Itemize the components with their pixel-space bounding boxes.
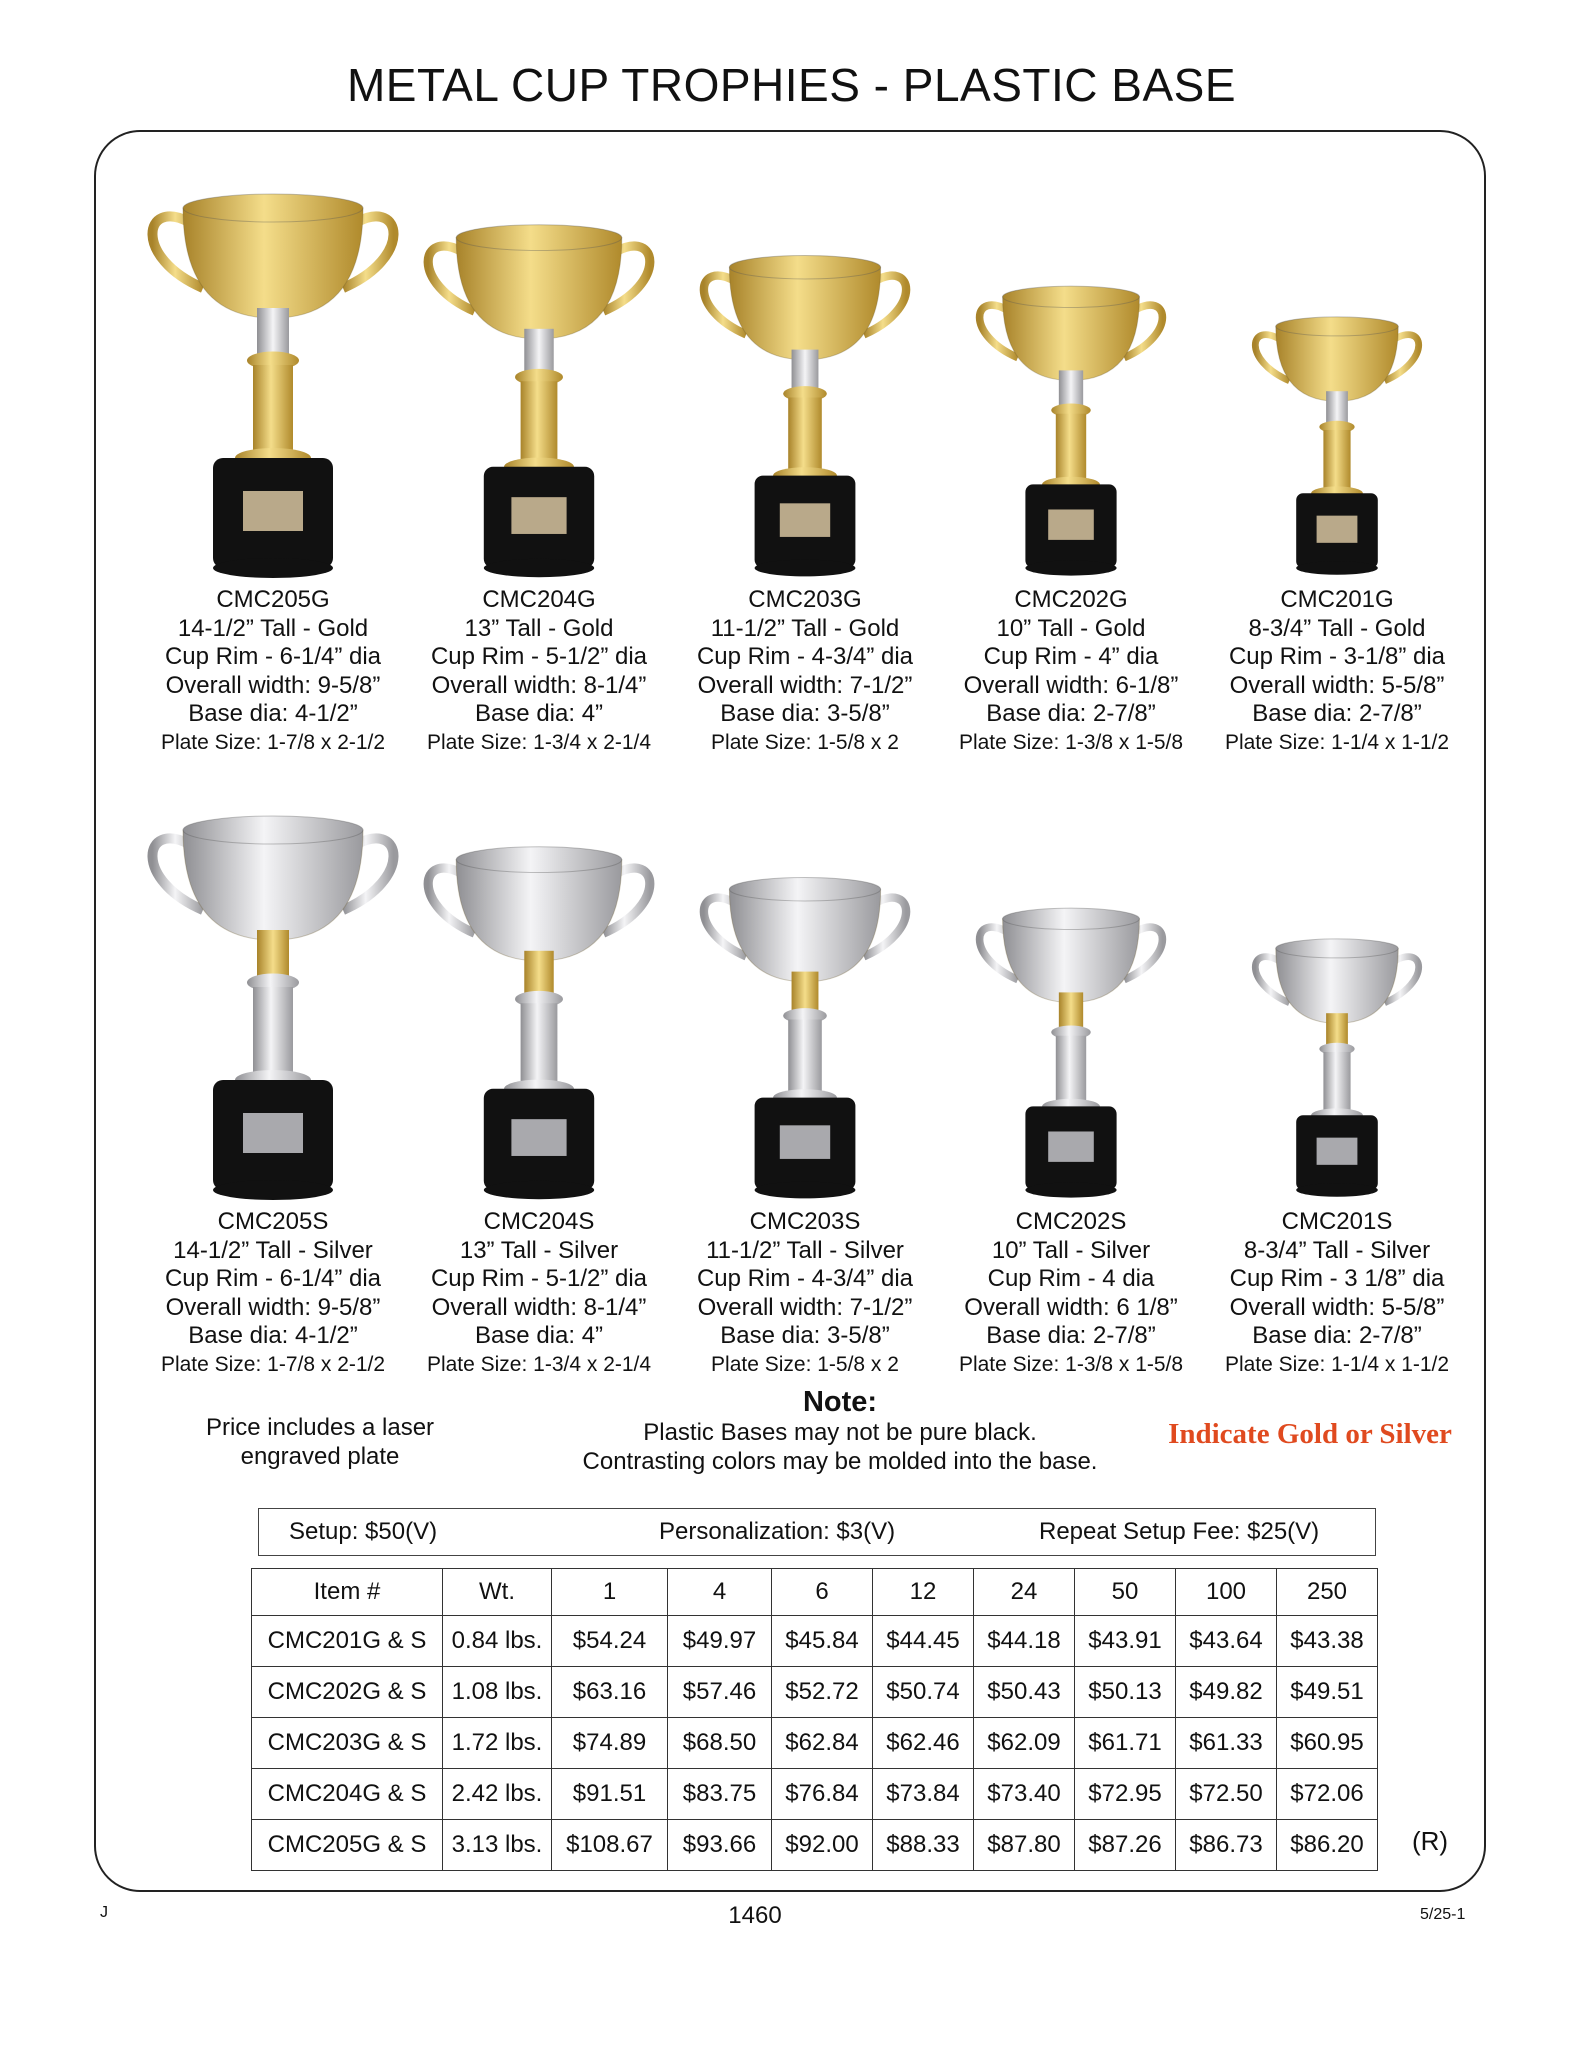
setup-fee: Setup: $50(V) [289,1518,438,1545]
price-note-line: engraved plate [240,1443,400,1470]
trophy-height: 13” Tall - Silver [459,1236,619,1264]
price-table-cell: $43.64 [1176,1616,1277,1667]
trophy-specs [697,1208,913,1379]
indicate-color-notice: Indicate Gold or Silver [1168,1418,1452,1450]
trophy-item [406,780,672,1379]
trophy-sku: CMC201G [1280,586,1394,613]
trophy-item [672,158,938,757]
trophy-specs [1225,1208,1449,1379]
price-table-cell: CMC202G & S [252,1667,443,1718]
trophy-overall-width: Overall width: 5-5/8” [1229,671,1445,699]
price-table-cell: $87.80 [974,1820,1075,1871]
price-table-cell: $49.82 [1176,1667,1277,1718]
price-table-cell: $49.51 [1277,1667,1378,1718]
setup-fees-box [258,1508,1376,1556]
price-table-cell: $60.95 [1277,1718,1378,1769]
trophy-height: 8-3/4” Tall - Silver [1243,1236,1431,1264]
trophy-item [1204,780,1470,1379]
price-table-cell: 1.72 lbs. [443,1718,552,1769]
trophy-base-dia: Base dia: 4-1/2” [188,1322,358,1349]
trophy-cup-rim: Cup Rim - 3-1/8” dia [1228,643,1446,670]
price-table-cell: CMC203G & S [252,1718,443,1769]
trophy-overall-width: Overall width: 6 1/8” [964,1293,1178,1321]
price-table-header: 6 [772,1569,873,1616]
table-row [252,1667,1378,1718]
trophy-specs [959,586,1183,757]
table-row [252,1820,1378,1871]
table-row [252,1769,1378,1820]
price-table-cell: $86.20 [1277,1820,1378,1871]
price-table-cell: $45.84 [772,1616,873,1667]
table-row [252,1616,1378,1667]
price-table-header: Item # [252,1569,443,1616]
trophy-cup-rim: Cup Rim - 6-1/4” dia [164,643,382,670]
trophy-height: 14-1/2” Tall - Silver [173,1236,373,1264]
price-table-header: 50 [1075,1569,1176,1616]
trophy-plate-size: Plate Size: 1-5/8 x 2 [711,1352,899,1376]
trophy-item [140,158,406,757]
trophy-overall-width: Overall width: 9-5/8” [165,1293,381,1321]
trophy-specs [161,586,385,757]
trophy-overall-width: Overall width: 6-1/8” [963,671,1179,699]
price-table-cell: $93.66 [668,1820,772,1871]
trophy-image [409,158,669,578]
trophy-cup-rim: Cup Rim - 4 dia [987,1265,1155,1292]
trophy-base-dia: Base dia: 2-7/8” [986,700,1156,727]
trophy-overall-width: Overall width: 8-1/4” [431,671,647,699]
trophy-height: 14-1/2” Tall - Gold [177,614,369,642]
trophy-plate-size: Plate Size: 1-7/8 x 2-1/2 [160,1352,386,1376]
trophy-item [406,158,672,757]
price-table-cell: $43.91 [1075,1616,1176,1667]
trophy-sku: CMC203S [749,1208,861,1235]
trophy-plate-size: Plate Size: 1-3/8 x 1-5/8 [958,730,1184,754]
silver-trophy-row [140,780,1470,1379]
price-table-cell: $73.40 [974,1769,1075,1820]
trophy-sku: CMC205G [216,586,330,613]
price-table-cell: $88.33 [873,1820,974,1871]
trophy-base-dia: Base dia: 2-7/8” [1252,700,1422,727]
trophy-item [140,780,406,1379]
trophy-image [143,158,403,578]
trophy-sku: CMC204G [482,586,596,613]
trophy-sku: CMC205S [217,1208,329,1235]
price-table-cell: $91.51 [552,1769,668,1820]
trophy-overall-width: Overall width: 7-1/2” [697,671,913,699]
trophy-base-dia: Base dia: 2-7/8” [1252,1322,1422,1349]
price-table-cell: CMC201G & S [252,1616,443,1667]
personalization-fee: Personalization: $3(V) [659,1518,896,1545]
price-table-cell: $57.46 [668,1667,772,1718]
trophy-sku: CMC202S [1015,1208,1127,1235]
price-table-header-row [252,1569,1378,1616]
trophy-height: 13” Tall - Gold [464,614,614,642]
price-table-cell: $63.16 [552,1667,668,1718]
price-table-cell: $44.45 [873,1616,974,1667]
base-color-note [520,1386,1160,1476]
price-table-cell: $76.84 [772,1769,873,1820]
footer-left-code: J [100,1904,108,1921]
trophy-height: 11-1/2” Tall - Gold [710,614,900,642]
price-table-cell: CMC205G & S [252,1820,443,1871]
table-row [252,1718,1378,1769]
gold-trophy-row [140,158,1470,757]
trophy-image [409,780,669,1200]
note-heading: Note: [802,1386,878,1418]
note-line: Contrasting colors may be molded into the base. [582,1448,1098,1475]
trophy-image [675,780,935,1200]
trophy-sku: CMC202G [1014,586,1128,613]
trophy-specs [697,586,913,757]
price-table-header: 4 [668,1569,772,1616]
trophy-image [1207,158,1467,578]
price-table-cell: $62.84 [772,1718,873,1769]
page-title: METAL CUP TROPHIES - PLASTIC BASE [346,59,1237,111]
price-table-header: 250 [1277,1569,1378,1616]
r-mark: (R) [1412,1826,1449,1856]
trophy-cup-rim: Cup Rim - 5-1/2” dia [430,643,648,670]
trophy-height: 8-3/4” Tall - Gold [1248,614,1426,642]
price-table-cell: $92.00 [772,1820,873,1871]
trophy-cup-rim: Cup Rim - 5-1/2” dia [430,1265,648,1292]
trophy-image [941,158,1201,578]
trophy-item [938,780,1204,1379]
note-line: Plastic Bases may not be pure black. [643,1419,1037,1446]
trophy-plate-size: Plate Size: 1-5/8 x 2 [711,730,899,754]
trophy-cup-rim: Cup Rim - 3 1/8” dia [1229,1265,1445,1292]
price-table-header: Wt. [443,1569,552,1616]
price-table [251,1568,1378,1871]
trophy-base-dia: Base dia: 3-5/8” [720,1322,890,1349]
price-includes-note [160,1413,480,1471]
price-table-cell: $86.73 [1176,1820,1277,1871]
price-table-cell: 0.84 lbs. [443,1616,552,1667]
trophy-overall-width: Overall width: 8-1/4” [431,1293,647,1321]
trophy-plate-size: Plate Size: 1-7/8 x 2-1/2 [160,730,386,754]
trophy-overall-width: Overall width: 9-5/8” [165,671,381,699]
trophy-plate-size: Plate Size: 1-3/8 x 1-5/8 [958,1352,1184,1376]
trophy-overall-width: Overall width: 7-1/2” [697,1293,913,1321]
price-table-cell: $49.97 [668,1616,772,1667]
trophy-plate-size: Plate Size: 1-3/4 x 2-1/4 [426,1352,652,1376]
price-table-cell: $62.46 [873,1718,974,1769]
price-table-cell: $50.74 [873,1667,974,1718]
price-table-cell: $61.33 [1176,1718,1277,1769]
price-table-cell: $72.95 [1075,1769,1176,1820]
price-table-cell: $43.38 [1277,1616,1378,1667]
price-table-cell: 3.13 lbs. [443,1820,552,1871]
price-table-cell: CMC204G & S [252,1769,443,1820]
trophy-item [938,158,1204,757]
trophy-specs [161,1208,385,1379]
trophy-image [675,158,935,578]
trophy-item [672,780,938,1379]
price-table-cell: 2.42 lbs. [443,1769,552,1820]
trophy-height: 10” Tall - Gold [996,614,1146,642]
trophy-sku: CMC201S [1281,1208,1393,1235]
trophy-cup-rim: Cup Rim - 4-3/4” dia [696,643,914,670]
trophy-image [143,780,403,1200]
trophy-cup-rim: Cup Rim - 4-3/4” dia [696,1265,914,1292]
trophy-base-dia: Base dia: 3-5/8” [720,700,890,727]
price-table-cell: $62.09 [974,1718,1075,1769]
trophy-cup-rim: Cup Rim - 4” dia [983,643,1159,670]
price-table-cell: 1.08 lbs. [443,1667,552,1718]
trophy-specs [1225,586,1449,757]
trophy-plate-size: Plate Size: 1-3/4 x 2-1/4 [426,730,652,754]
price-table-cell: $44.18 [974,1616,1075,1667]
price-table-header: 100 [1176,1569,1277,1616]
repeat-setup-fee: Repeat Setup Fee: $25(V) [1039,1518,1320,1545]
price-table-cell: $52.72 [772,1667,873,1718]
price-table-cell: $61.71 [1075,1718,1176,1769]
price-table-header: 24 [974,1569,1075,1616]
trophy-base-dia: Base dia: 4-1/2” [188,700,358,727]
trophy-plate-size: Plate Size: 1-1/4 x 1-1/2 [1224,1352,1450,1376]
price-table-cell: $50.43 [974,1667,1075,1718]
price-table-cell: $68.50 [668,1718,772,1769]
trophy-height: 10” Tall - Silver [991,1236,1151,1264]
price-table-header: 12 [873,1569,974,1616]
price-table-cell: $72.50 [1176,1769,1277,1820]
price-table-cell: $87.26 [1075,1820,1176,1871]
trophy-specs [427,1208,651,1379]
trophy-height: 11-1/2” Tall - Silver [706,1236,904,1264]
footer-date-code: 5/25-1 [1420,1906,1466,1923]
page-number: 1460 [728,1902,782,1929]
trophy-base-dia: Base dia: 4” [474,700,604,727]
price-note-line: Price includes a laser [205,1414,435,1441]
price-table-cell: $73.84 [873,1769,974,1820]
price-table-cell: $72.06 [1277,1769,1378,1820]
trophy-image [941,780,1201,1200]
trophy-image [1207,780,1467,1200]
trophy-plate-size: Plate Size: 1-1/4 x 1-1/2 [1224,730,1450,754]
trophy-overall-width: Overall width: 5-5/8” [1229,1293,1445,1321]
price-table-cell: $83.75 [668,1769,772,1820]
price-table-cell: $74.89 [552,1718,668,1769]
trophy-specs [959,1208,1183,1379]
trophy-base-dia: Base dia: 2-7/8” [986,1322,1156,1349]
trophy-specs [427,586,651,757]
price-table-header: 1 [552,1569,668,1616]
price-table-cell: $54.24 [552,1616,668,1667]
trophy-sku: CMC203G [748,586,862,613]
price-table-cell: $50.13 [1075,1667,1176,1718]
price-table-cell: $108.67 [552,1820,668,1871]
trophy-item [1204,158,1470,757]
trophy-sku: CMC204S [483,1208,595,1235]
trophy-cup-rim: Cup Rim - 6-1/4” dia [164,1265,382,1292]
trophy-base-dia: Base dia: 4” [474,1322,604,1349]
